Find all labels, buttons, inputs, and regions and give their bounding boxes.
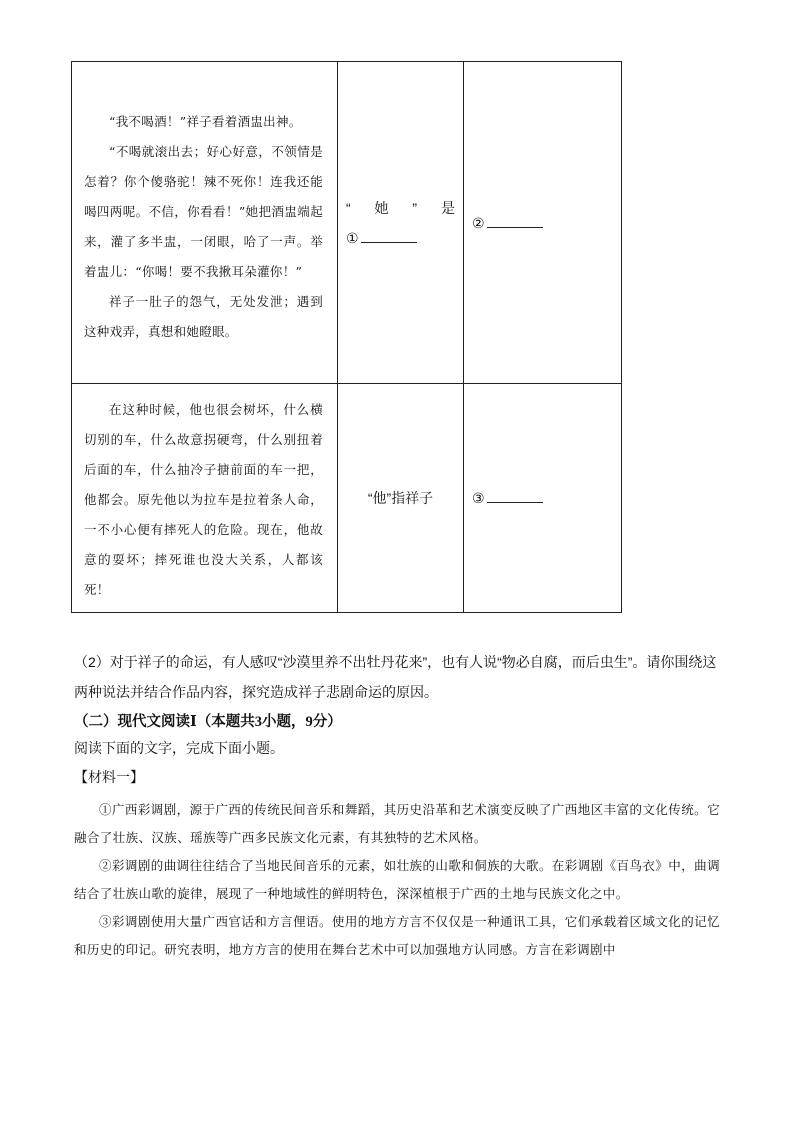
material-label: 【材料一】 bbox=[74, 769, 144, 785]
open-quote: “ bbox=[346, 199, 351, 216]
material-paragraph: ③彩调剧使用大量广西官话和方言俚语。使用的地方方言不仅仅是一种通讯工具，它们承载着区域文化的记忆和历史的印记。研究表明，地方方言的使用在舞台艺术中可以加强地方认同感。方言在彩调剧中 bbox=[74, 914, 720, 957]
answer-blank-1[interactable] bbox=[346, 223, 455, 253]
material-paragraph: ①广西彩调剧，源于广西的传统民间音乐和舞蹈，其历史沿革和艺术演变反映了广西地区丰富的文化传统。它融合了壮族、汉族、瑶族等广西多民族文化元素，有其独特的艺术风格。 bbox=[74, 802, 720, 845]
blank-marker: ① bbox=[346, 229, 359, 246]
story-analysis-table bbox=[71, 61, 622, 613]
answer-blank-3[interactable] bbox=[464, 483, 621, 513]
excerpt-text bbox=[72, 391, 337, 605]
excerpt-cell bbox=[72, 384, 338, 613]
blank-line bbox=[487, 488, 543, 503]
referent-cell bbox=[338, 384, 464, 613]
material-one-text bbox=[74, 796, 720, 964]
referent-cell bbox=[338, 62, 464, 384]
excerpt-cell bbox=[72, 62, 338, 384]
referent-text: “他”指祥子 bbox=[367, 490, 434, 506]
answer-blank-2[interactable] bbox=[464, 208, 621, 238]
excerpt-paragraph: 在这种时候，他也很会树坏，什么横切别的车，什么故意拐硬弯，什么别扭着后面的车，什么抽冷子搪前面的车一把，他都会。原先他以为拉车是拉着条人命，一不小心便有摔死人的危险。现在，他故意的耍坏；摔死谁也没大关系，人都该死！ bbox=[84, 402, 323, 597]
blank-marker: ② bbox=[472, 214, 485, 231]
table-row bbox=[72, 384, 622, 613]
section-title: （二）现代文阅读Ⅰ（本题共3小题，9分） bbox=[74, 714, 342, 730]
blank-line bbox=[487, 213, 543, 228]
referent-text bbox=[338, 193, 463, 253]
referent-pronoun: 她 bbox=[374, 199, 389, 216]
material-paragraph: ②彩调剧的曲调往往结合了当地民间音乐的元素，如壮族的山歌和侗族的大歌。在彩调剧《百鸟衣》中，曲调结合了壮族山歌的旋律，展现了一种地域性的鲜明特色，深深植根于广西的土地与民族文化之中。 bbox=[74, 858, 720, 901]
blank-line bbox=[361, 228, 417, 243]
answer-cell bbox=[464, 384, 622, 613]
table-row bbox=[72, 62, 622, 384]
answer-cell bbox=[464, 62, 622, 384]
excerpt-text bbox=[72, 99, 337, 347]
excerpt-paragraph: “不喝就滚出去；好心好意，不领情是怎着？你个傻骆驼！辣不死你！连我还能喝四两呢。不信，你看看！”她把酒盅端起来，灌了多半盅，一闭眼，哈了一声。举着盅儿：“你喝！要不我揪耳朵灌你！” bbox=[84, 143, 323, 279]
blank-marker: ③ bbox=[472, 490, 485, 506]
excerpt-paragraph: 祥子一肚子的怨气，无处发泄；遇到这种戏弄，真想和她瞪眼。 bbox=[84, 293, 323, 339]
excerpt-paragraph: “我不喝酒！”祥子看着酒盅出神。 bbox=[109, 113, 302, 129]
close-quote: ” bbox=[412, 199, 418, 216]
referent-quote-line bbox=[346, 193, 455, 223]
question-2: （2）对于祥子的命运，有人感叹“沙漠里养不出牡丹花来”，也有人说“物必自腐，而后虫生”。请你围绕这两种说法并结合作品内容，探究造成祥子悲剧命运的原因。 bbox=[74, 654, 717, 700]
reading-instruction: 阅读下面的文字，完成下面小题。 bbox=[74, 740, 284, 756]
referent-verb: 是 bbox=[440, 199, 455, 216]
